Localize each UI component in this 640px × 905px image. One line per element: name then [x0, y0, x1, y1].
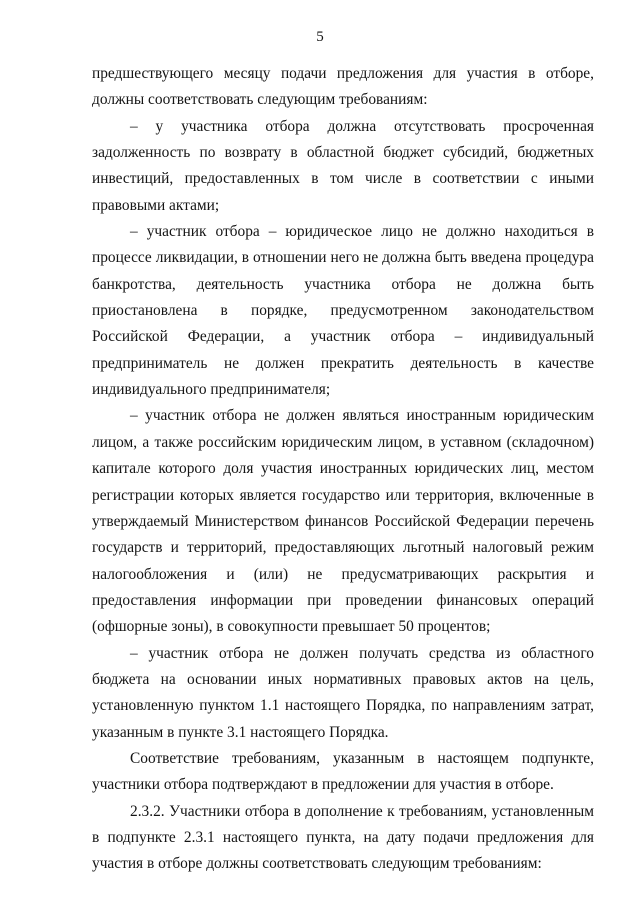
paragraph-section-2-3-2: 2.3.2. Участники отбора в дополнение к требованиям, установленным в подпункте 2.3.1 настоящего пункта, на дату подачи предложения для участия в отборе должны соответствовать следующим требованиям:	[92, 802, 594, 873]
page-number: 5	[316, 29, 324, 45]
paragraph-requirement-liquidation: – участник отбора – юридическое лицо не должно находиться в процессе ликвидации, в отношении него не должна быть введена процедура банкротства, деятельность участника отбора не должна быть приостановлена в порядке, предусмотренном законодательством Российской Федерации, а участник отбора – индивидуальный предприниматель не должен прекратить деятельность в качестве индивидуального предпринимателя;	[92, 223, 594, 399]
paragraph-requirement-foreign-entity: – участник отбора не должен являться иностранным юридическим лицом, а также российским юридическим лицом, в уставном (складочном) капитале которого доля участия иностранных юридических лиц, местом регистрации которых является государство или территория, включенные в утверждаемый Министерством финансов Российской Федерации перечень государств и территорий, предоставляющих льготный налоговый режим налогообложения и (или) не предусматривающих раскрытия и предоставления информации при проведении финансовых операций (офшорные зоны), в совокупности превышает 50 процентов;	[92, 407, 594, 636]
paragraph-compliance-confirmation: Соответствие требованиям, указанным в настоящем подпункте, участники отбора подтверждают в предложении для участия в отборе.	[92, 749, 594, 794]
paragraph-continuation: предшествующего месяцу подачи предложения для участия в отборе, должны соответствовать следующим требованиям:	[92, 65, 594, 109]
paragraph-requirement-debt: – у участника отбора должна отсутствовать просроченная задолженность по возврату в областной бюджет субсидий, бюджетных инвестиций, предоставленных в том числе в соответствии с иными правовыми актами;	[92, 117, 594, 214]
document-body	[92, 61, 594, 878]
paragraph-requirement-regional-funds: – участник отбора не должен получать средства из областного бюджета на основании иных нормативных правовых актов на цель, установленную пунктом 1.1 настоящего Порядка, по направлениям затрат, указанным в пункте 3.1 настоящего Порядка.	[92, 644, 594, 741]
